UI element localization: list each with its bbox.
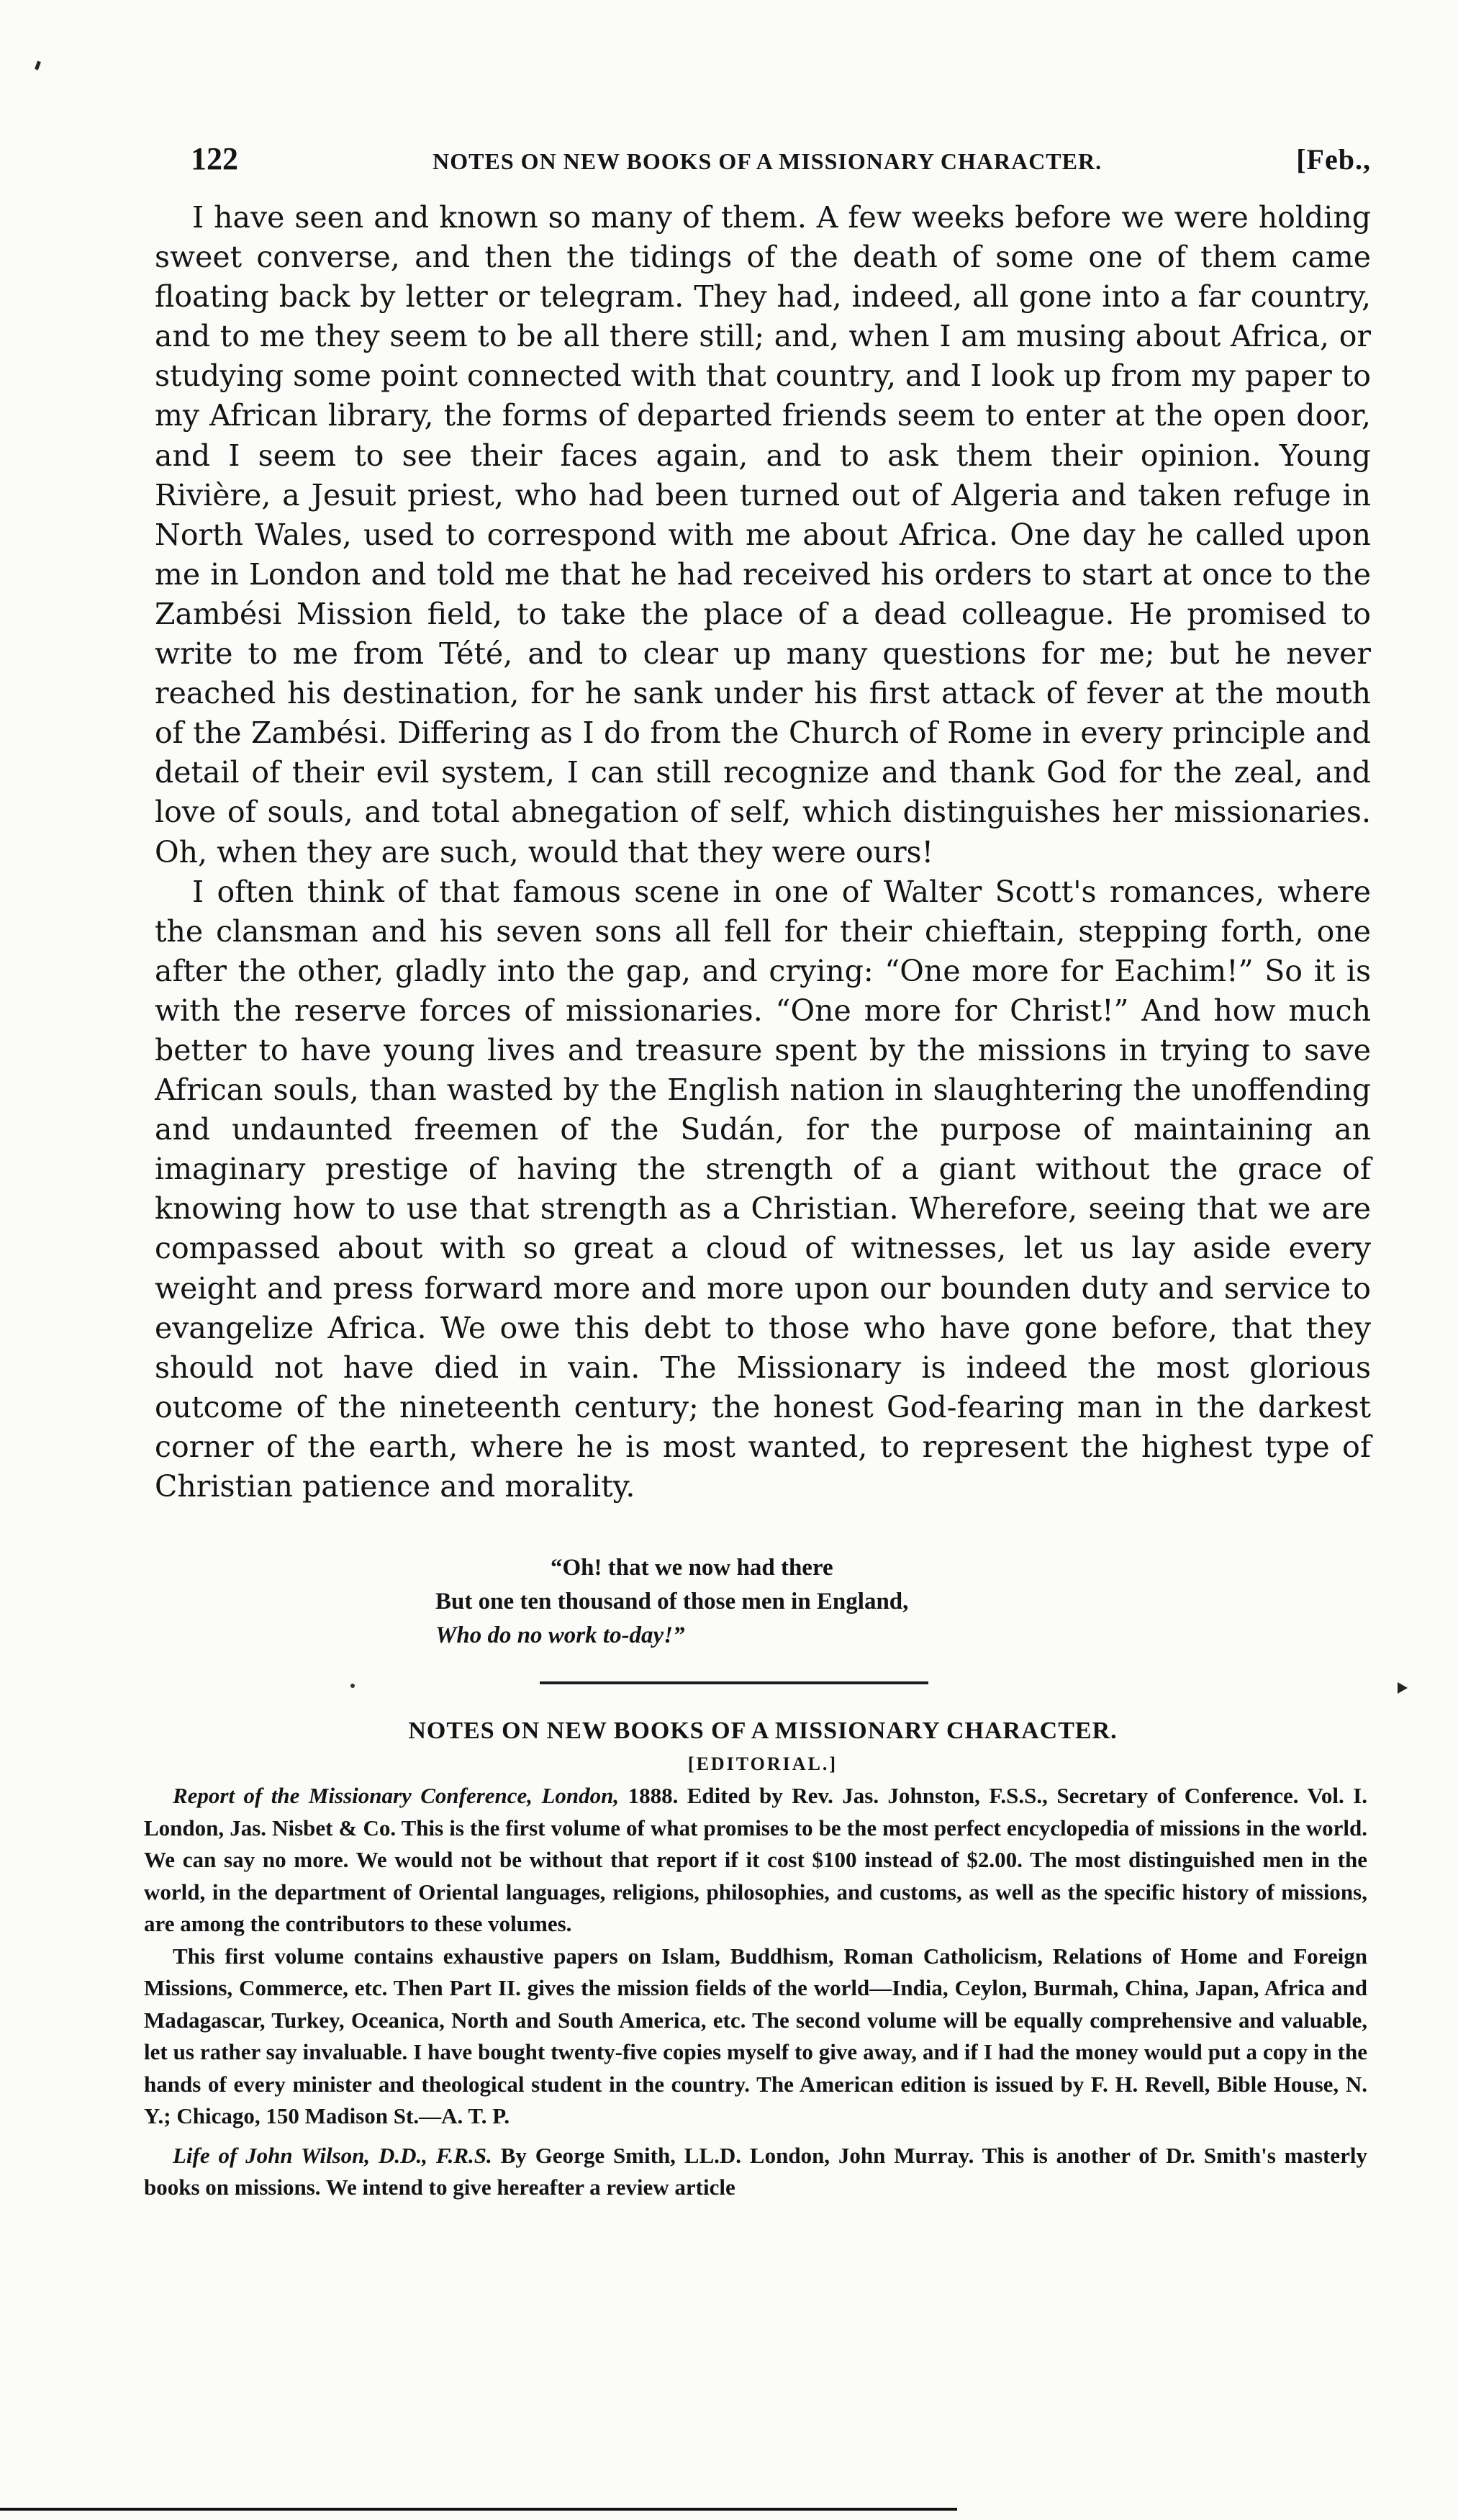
section-divider [540, 1681, 928, 1684]
review-1-paragraph [144, 1780, 1367, 1941]
book-notes [144, 1780, 1367, 2204]
review-1-paragraph-2: This first volume contains exhaustive papers on Islam, Buddhism, Roman Catholicism, Relations of Home and Foreign Missions, Commerce, etc. Then Part II. gives the mission fields of the world—India, Ceylon, Burmah, China, Japan, Africa and Madagascar, Turkey, Oceanica, North and South America, etc. The second volume will be equally comprehensive and valuable, let us rather say invaluable. I have bought twenty-five copies myself to give away, and if I had the money would put a copy in the hands of every minister and theological student in the country. The American edition is issued by F. H. Revell, Bible House, N. Y.; Chicago, 150 Madison St.—A. T. P. [144, 1943, 1367, 2128]
margin-arrow-icon [1398, 1682, 1408, 1694]
poem-line-2: But one ten thousand of those men in England, [435, 1589, 909, 1614]
poem-line-3: Who do no work to-day!” [435, 1622, 685, 1648]
section-title: NOTES ON NEW BOOKS OF A MISSIONARY CHARACTER. [408, 1717, 1118, 1744]
running-header [191, 140, 1371, 177]
page-number: 122 [191, 141, 238, 176]
bullet-dot [350, 1684, 355, 1688]
running-month: [Feb., [1296, 143, 1371, 176]
page-bottom-rule [0, 2508, 957, 2511]
section-subtitle: [EDITORIAL.] [687, 1753, 838, 1774]
review-2-title: Life of John Wilson, D.D., F.R.S. [173, 2142, 492, 2168]
review-1-text: 1888. Edited by Rev. Jas. Johnston, F.S.S., Secretary of Conference. Vol. I. London, Jas. Nisbet & Co. This is the first volume of what promises to be the most perfect encyclopedia of missions in the world. We can say no more. We would not be without that report if it cost $100 instead of $2.00. The most distinguished men in the world, in the department of Oriental languages, religions, philosophies, and customs, as well as the specific history of missions, are among the contributors to these volumes. [144, 1783, 1367, 1936]
article-body [155, 198, 1371, 1507]
poem-line-1: “Oh! that we now had there [551, 1555, 833, 1581]
body-paragraph-1: I have seen and known so many of them. A few weeks before we were holding sweet converse, and then the tidings of the death of some one of them came floating back by letter or telegram. They had, indeed, all gone into a far country, and to me they seem to be all there still; and, when I am musing about Africa, or studying some point connected with that country, and I look up from my paper to my African library, the forms of departed friends seem to enter at the open door, and I seem to see their faces again, and to ask them their opinion. Young Rivière, a Jesuit priest, who had been turned out of Algeria and taken refuge in North Wales, used to correspond with me about Africa. One day he called upon me in London and told me that he had received his orders to start at once to the Zambési Mission field, to take the place of a dead colleague. He promised to write to me from Tété, and to clear up many questions for me; but he never reached his destination, for he sank under his first attack of fever at the mouth of the Zambési. Differing as I do from the Church of Rome in every principle and detail of their evil system, I can still recognize and thank God for the zeal, and love of souls, and total abnegation of self, which distinguishes her missionaries. Oh, when they are such, would that they were ours! [155, 200, 1371, 870]
body-paragraph-2: I often think of that famous scene in one of Walter Scott's romances, where the clansman and his seven sons all fell for their chieftain, stepping forth, one after the other, gladly into the gap, and crying: “One more for Eachim!” So it is with the reserve forces of missionaries. “One more for Christ!” And how much better to have young lives and treasure spent by the missions in trying to save African souls, than wasted by the English nation in slaughtering the unoffending and undaunted freemen of the Sudán, for the purpose of maintaining an imaginary prestige of having the strength of a giant without the grace of knowing how to use that strength as a Christian. Wherefore, seeing that we are compassed about with so great a cloud of witnesses, let us lay aside every weight and press forward more and more upon our bounden duty and service to evangelize Africa. We owe this debt to those who have gone before, that they should not have died in vain. The Missionary is indeed the most glorious outcome of the nineteenth century; the honest God-fearing man in the darkest corner of the earth, where he is most wanted, to represent the highest type of Christian patience and morality. [155, 874, 1371, 1504]
review-2-paragraph [144, 2140, 1367, 2204]
review-2-text: By George Smith, LL.D. London, John Murray. This is another of Dr. Smith's masterly books on missions. We intend to give hereafter a review article [144, 2142, 1367, 2200]
poem-quote [435, 1551, 908, 1653]
review-1-title: Report of the Missionary Conference, London, [173, 1783, 620, 1808]
margin-mark [35, 61, 41, 71]
running-title: NOTES ON NEW BOOKS OF A MISSIONARY CHARACTER. [433, 148, 1102, 174]
